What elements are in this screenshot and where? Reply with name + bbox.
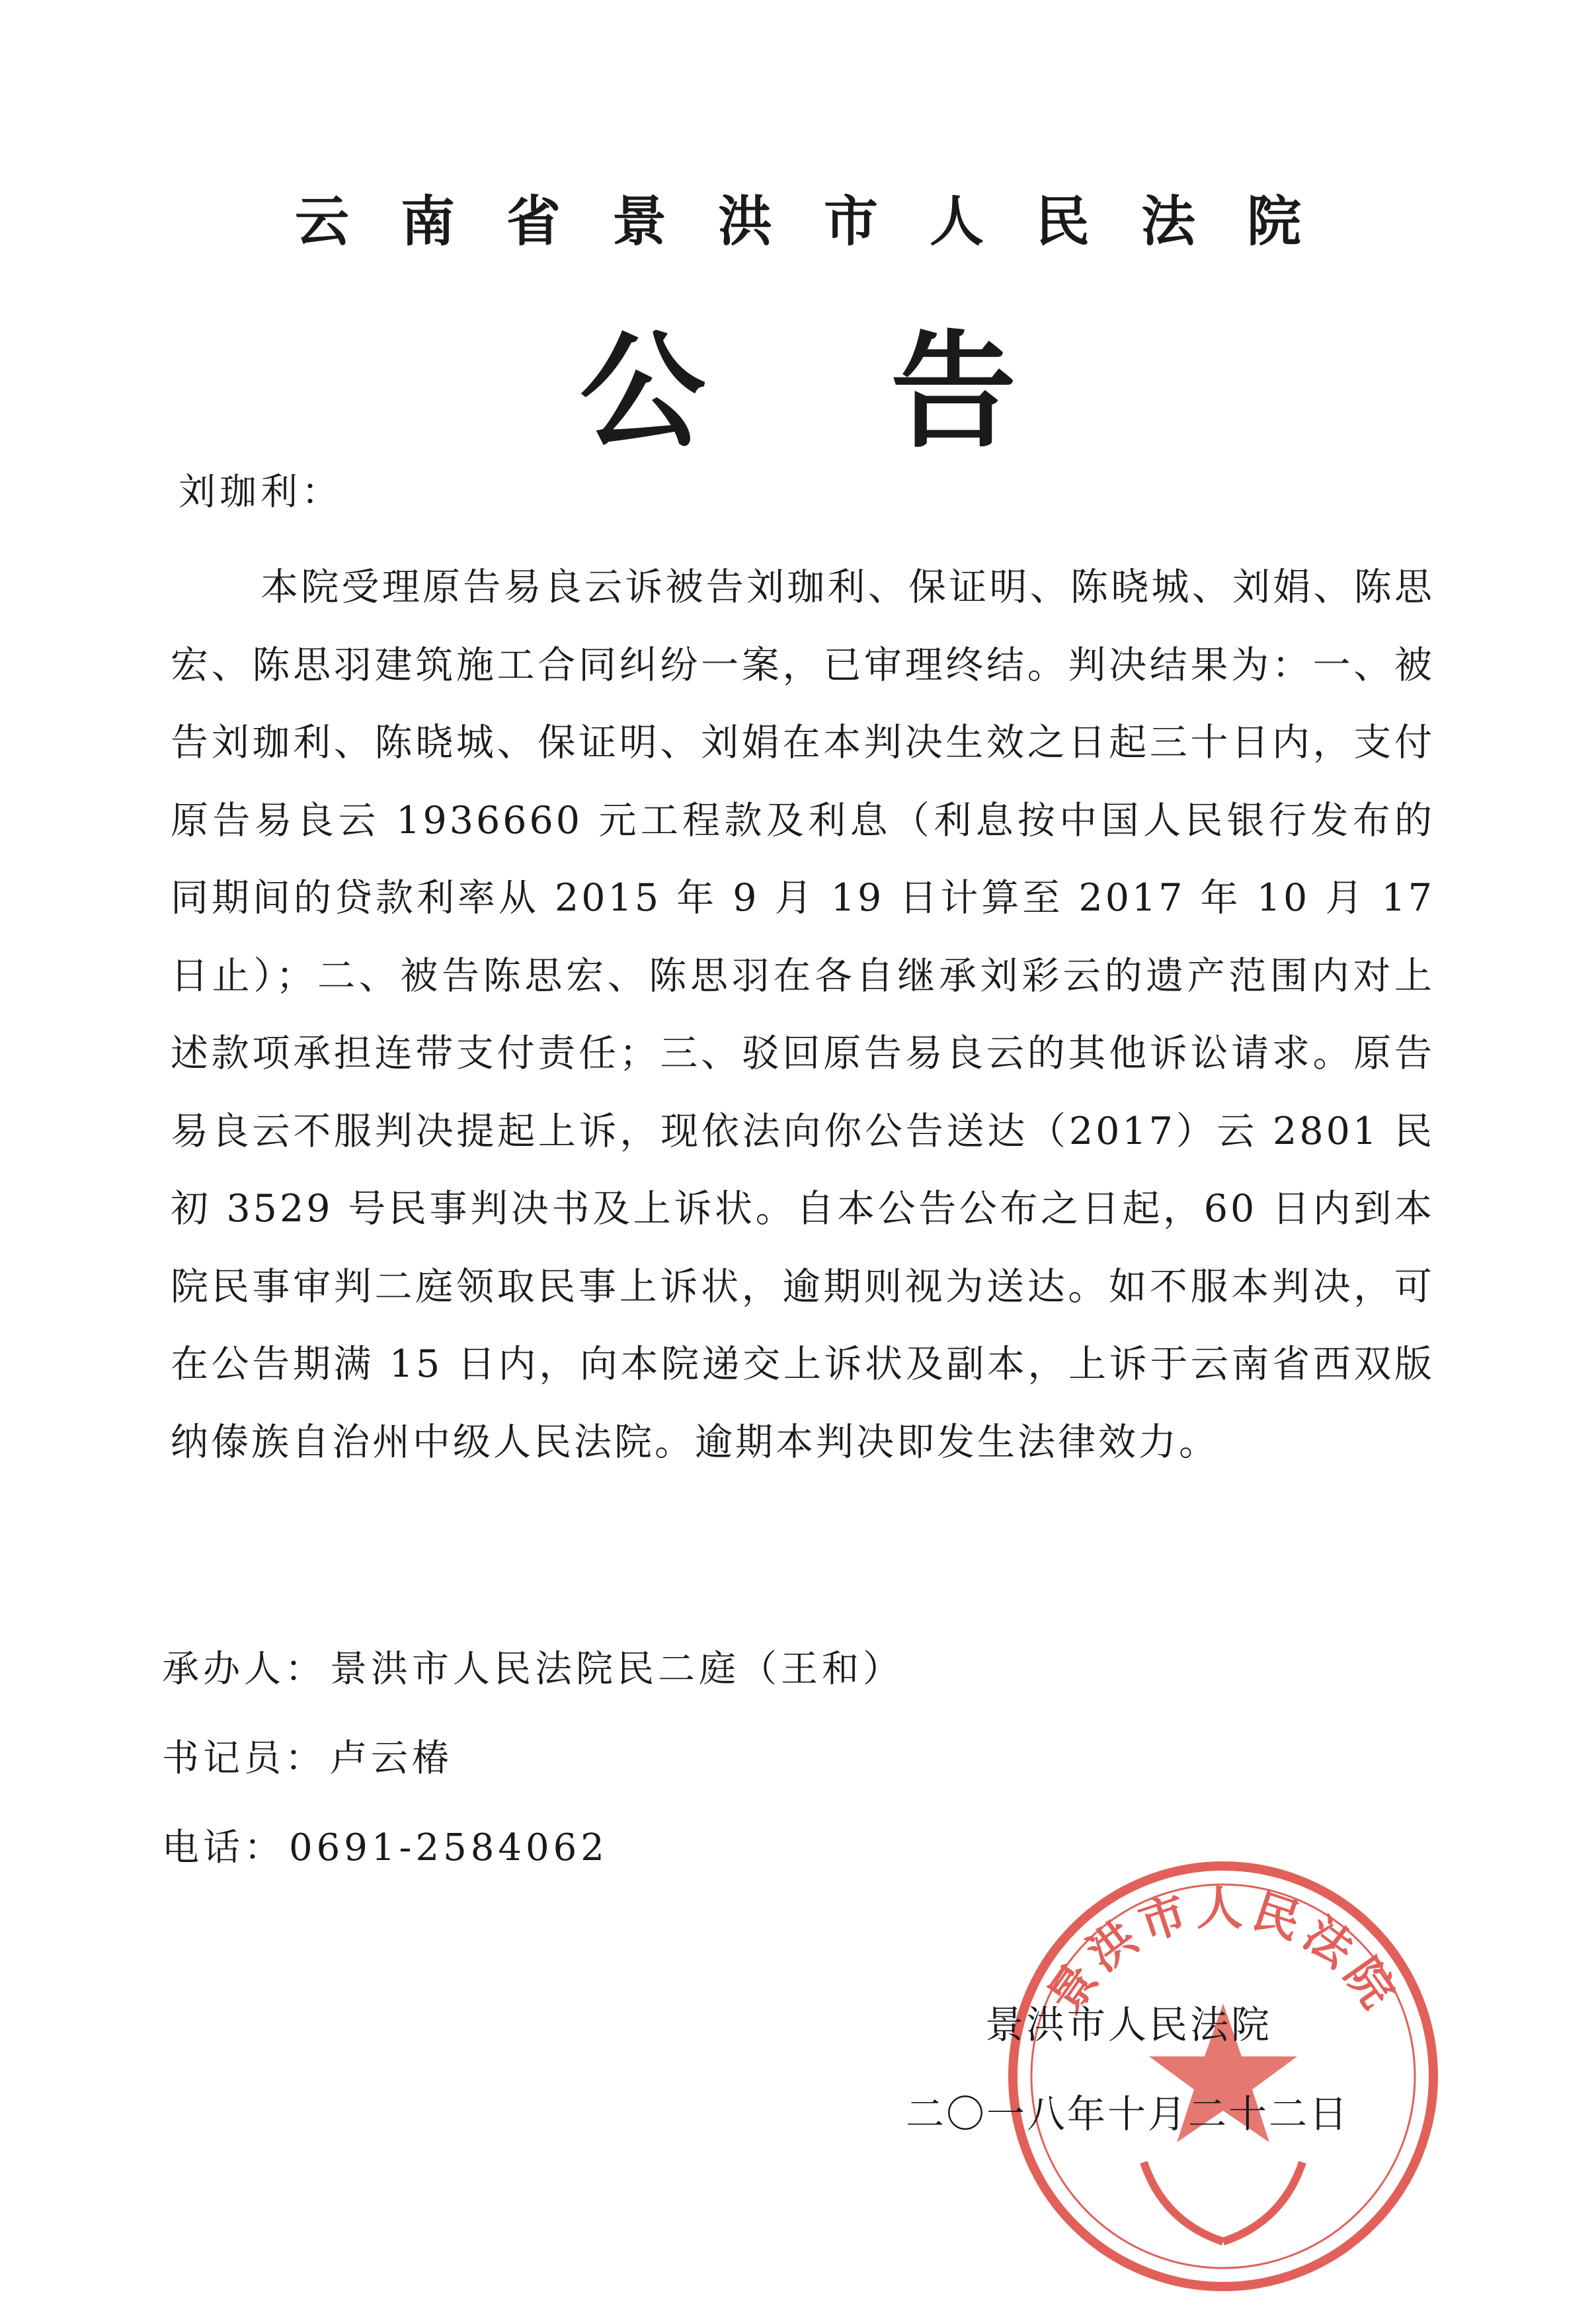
court-seal (998, 1851, 1448, 2301)
handler-line (162, 1640, 904, 1693)
issue-date: 二〇一八年十月二十二日 (906, 2091, 1350, 2136)
phone-label: 电话： (162, 1826, 285, 1869)
clerk-line (162, 1729, 453, 1782)
seal-wheat-left (1144, 2162, 1223, 2242)
handler-value: 景洪市人民法院民二庭（王和） (330, 1648, 904, 1691)
phone-line (162, 1818, 608, 1871)
court-name: 云南省景洪市人民法院 (294, 190, 1353, 253)
addressee: 刘珈利： (179, 471, 342, 514)
clerk-label: 书记员： (162, 1737, 326, 1780)
clerk-value: 卢云椿 (330, 1737, 453, 1780)
phone-value: 0691-2584062 (289, 1826, 608, 1869)
issuer-name: 景洪市人民法院 (985, 2002, 1273, 2047)
seal-wheat-right (1223, 2162, 1302, 2242)
announcement-body: 本院受理原告易良云诉被告刘珈利、保证明、陈晓城、刘娟、陈思宏、陈思羽建筑施工合同纠纷一案，已审理终结。判决结果为：一、被告刘珈利、陈晓城、保证明、刘娟在本判决生效之日起三十日内，支付原告易良云 1936660 元工程款及利息（利息按中国人民银行发布的同期间的贷款利率从 2015 年 9 月 19 日计算至 2017 年 10 月 17 日止）；二、被告陈思宏、陈思羽在各自继承刘彩云的遗产范围内对上述款项承担连带支付责任；三、驳回原告易良云的其他诉讼请求。原告易良云不服判决提起上诉，现依法向你公告送达（2017）云 2801 民初 3529 号民事判决书及上诉状。自本公告公布之日起，60 日内到本院民事审判二庭领取民事上诉状，逾期则视为送达。如不服本判决，可在公告期满 15 日内，向本院递交上诉状及副本，上诉于云南省西双版纳傣族自治州中级人民法院。逾期本判决即发生法律效力。 (171, 565, 1435, 1464)
seal-arc-textpath: 景洪市人民法院 (1037, 1881, 1410, 2023)
document-title: 公告 (579, 319, 1201, 465)
handler-label: 承办人： (162, 1648, 326, 1691)
